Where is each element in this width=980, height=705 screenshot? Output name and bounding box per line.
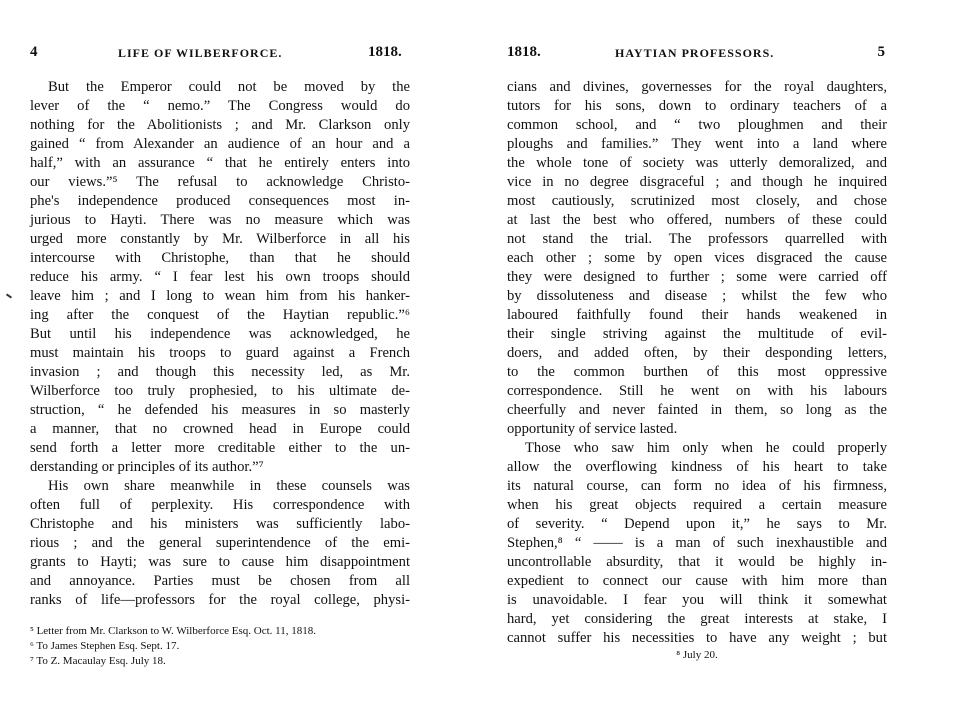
- text-line: lever of the “ nemo.” The Congress would do: [30, 98, 410, 114]
- right-body-text: [507, 78, 887, 648]
- right-page: [507, 0, 887, 705]
- text-line: and annoyance. Parties must be chosen from all: [30, 573, 410, 589]
- page-number: 5: [877, 44, 885, 60]
- text-line: derstanding or principles of its author.”⁷: [30, 459, 264, 475]
- text-line: often full of perplexity. His correspondence with: [30, 497, 410, 513]
- text-line: the whole tone of society was utterly demoralized, and: [507, 155, 887, 171]
- text-line: gained “ from Alexander an audience of an hour and a: [30, 136, 410, 152]
- text-line: at last the best who offered, numbers of these could: [507, 212, 887, 228]
- running-head: HAYTIAN PROFESSORS.: [615, 46, 775, 60]
- text-line: struction, “ he defended his measures in so masterly: [30, 402, 410, 418]
- text-line: each other ; some by open vices disgraced the cause: [507, 250, 887, 266]
- footnote: ⁶ To James Stephen Esq. Sept. 17.: [30, 640, 180, 652]
- text-line: allow the overflowing kindness of his heart to take: [507, 459, 887, 475]
- text-line: correspondence. Still he went on with his labours: [507, 383, 887, 399]
- text-line: doers, and added often, by their desponding letters,: [507, 345, 887, 361]
- text-line: phe's independence produced consequences most in-: [30, 193, 410, 209]
- text-line: cheerfully and never fainted in them, so long as the: [507, 402, 887, 418]
- text-line: is unavoidable. I fear you will think it somewhat: [507, 592, 887, 608]
- text-line: reduce his army. “ I fear lest his own troops should: [30, 269, 410, 285]
- text-line: most cautiously, scrutinized most closely, and chose: [507, 193, 887, 209]
- margin-mark: [6, 293, 12, 298]
- text-line: their single striving against the multitude of evil-: [507, 326, 887, 342]
- text-line: leave him ; and I long to wean him from his hanker-: [30, 288, 410, 304]
- text-line: Stephen,⁸ “ —— is a man of such inexhaustible and: [507, 535, 887, 551]
- text-line: they were designed to further ; some were carried off: [507, 269, 887, 285]
- text-line: when his great objects required a certain measure: [507, 497, 887, 513]
- right-footnotes: [507, 648, 887, 663]
- text-line: cians and divines, governesses for the royal daughters,: [507, 79, 887, 95]
- text-line: Wilberforce too truly prophesied, to his ultimate de-: [30, 383, 410, 399]
- footnote: ⁸ July 20.: [676, 649, 718, 661]
- text-line: invasion ; and though this necessity led, as Mr.: [30, 364, 410, 380]
- text-line: ranks of life—professors for the royal college, physi-: [30, 592, 410, 608]
- text-line: grants to Hayti; was sure to cause him disappointment: [30, 554, 410, 570]
- page-number: 4: [30, 44, 38, 60]
- text-line: send forth a letter more creditable either to the un-: [30, 440, 410, 456]
- text-line: its natural course, can form no idea of his firmness,: [507, 478, 887, 494]
- text-line: Christophe and his ministers was sufficiently labo-: [30, 516, 410, 532]
- right-page-header: [507, 44, 887, 66]
- text-line: uncontrollable absurdity, that it would be highly in-: [507, 554, 887, 570]
- header-year: 1818.: [368, 44, 402, 60]
- text-line: not stand the trial. The professors quarrelled with: [507, 231, 887, 247]
- header-year: 1818.: [507, 44, 541, 60]
- text-line: urged more constantly by Mr. Wilberforce in all his: [30, 231, 410, 247]
- text-line: tutors for his sons, down to ordinary teachers of a: [507, 98, 887, 114]
- text-line: expedient to connect our cause with him more than: [507, 573, 887, 589]
- text-line: our views.”⁵ The refusal to acknowledge Christo-: [30, 174, 410, 190]
- left-page: [30, 0, 410, 705]
- text-line: by dissoluteness and disease ; whilst the few who: [507, 288, 887, 304]
- text-line: rious ; and the general superintendence of the emi-: [30, 535, 410, 551]
- text-line: But the Emperor could not be moved by the: [48, 79, 410, 95]
- text-line: But until his independence was acknowledged, he: [30, 326, 410, 342]
- text-line: vice in no degree disgraceful ; and though he inquired: [507, 174, 887, 190]
- text-line: must maintain his troops to guard against a French: [30, 345, 410, 361]
- text-line: ing after the conquest of the Haytian republic.”⁶: [30, 307, 410, 323]
- text-line: opportunity of service lasted.: [507, 421, 678, 437]
- text-line: Those who saw him only when he could properly: [525, 440, 887, 456]
- text-line: ploughs and families.” They went into a land where: [507, 136, 887, 152]
- text-line: laboured faithfully found their hands weakened in: [507, 307, 887, 323]
- footnote: ⁷ To Z. Macaulay Esq. July 18.: [30, 655, 166, 667]
- text-line: hard, yet considering the great interests at stake, I: [507, 611, 887, 627]
- left-body-text: [30, 78, 410, 610]
- text-line: His own share meanwhile in these counsels was: [48, 478, 410, 494]
- running-head: LIFE OF WILBERFORCE.: [118, 46, 283, 60]
- text-line: to the common burthen of this most oppressive: [507, 364, 887, 380]
- text-line: of severity. “ Depend upon it,” he says to Mr.: [507, 516, 887, 532]
- text-line: nothing for the Abolitionists ; and Mr. Clarkson only: [30, 117, 410, 133]
- text-line: intercourse with Christophe, than that he should: [30, 250, 410, 266]
- text-line: common school, and “ two ploughmen and their: [507, 117, 887, 133]
- footnote: ⁵ Letter from Mr. Clarkson to W. Wilberforce Esq. Oct. 11, 1818.: [30, 625, 316, 637]
- text-line: a manner, that no crowned head in Europe could: [30, 421, 410, 437]
- text-line: jurious to Hayti. There was no measure which was: [30, 212, 410, 228]
- text-line: half,” with an assurance “ that he entirely enters into: [30, 155, 410, 171]
- text-line: cannot suffer his necessities to have any weight ; but: [507, 630, 887, 646]
- left-footnotes: [30, 624, 410, 669]
- left-page-header: [30, 44, 410, 66]
